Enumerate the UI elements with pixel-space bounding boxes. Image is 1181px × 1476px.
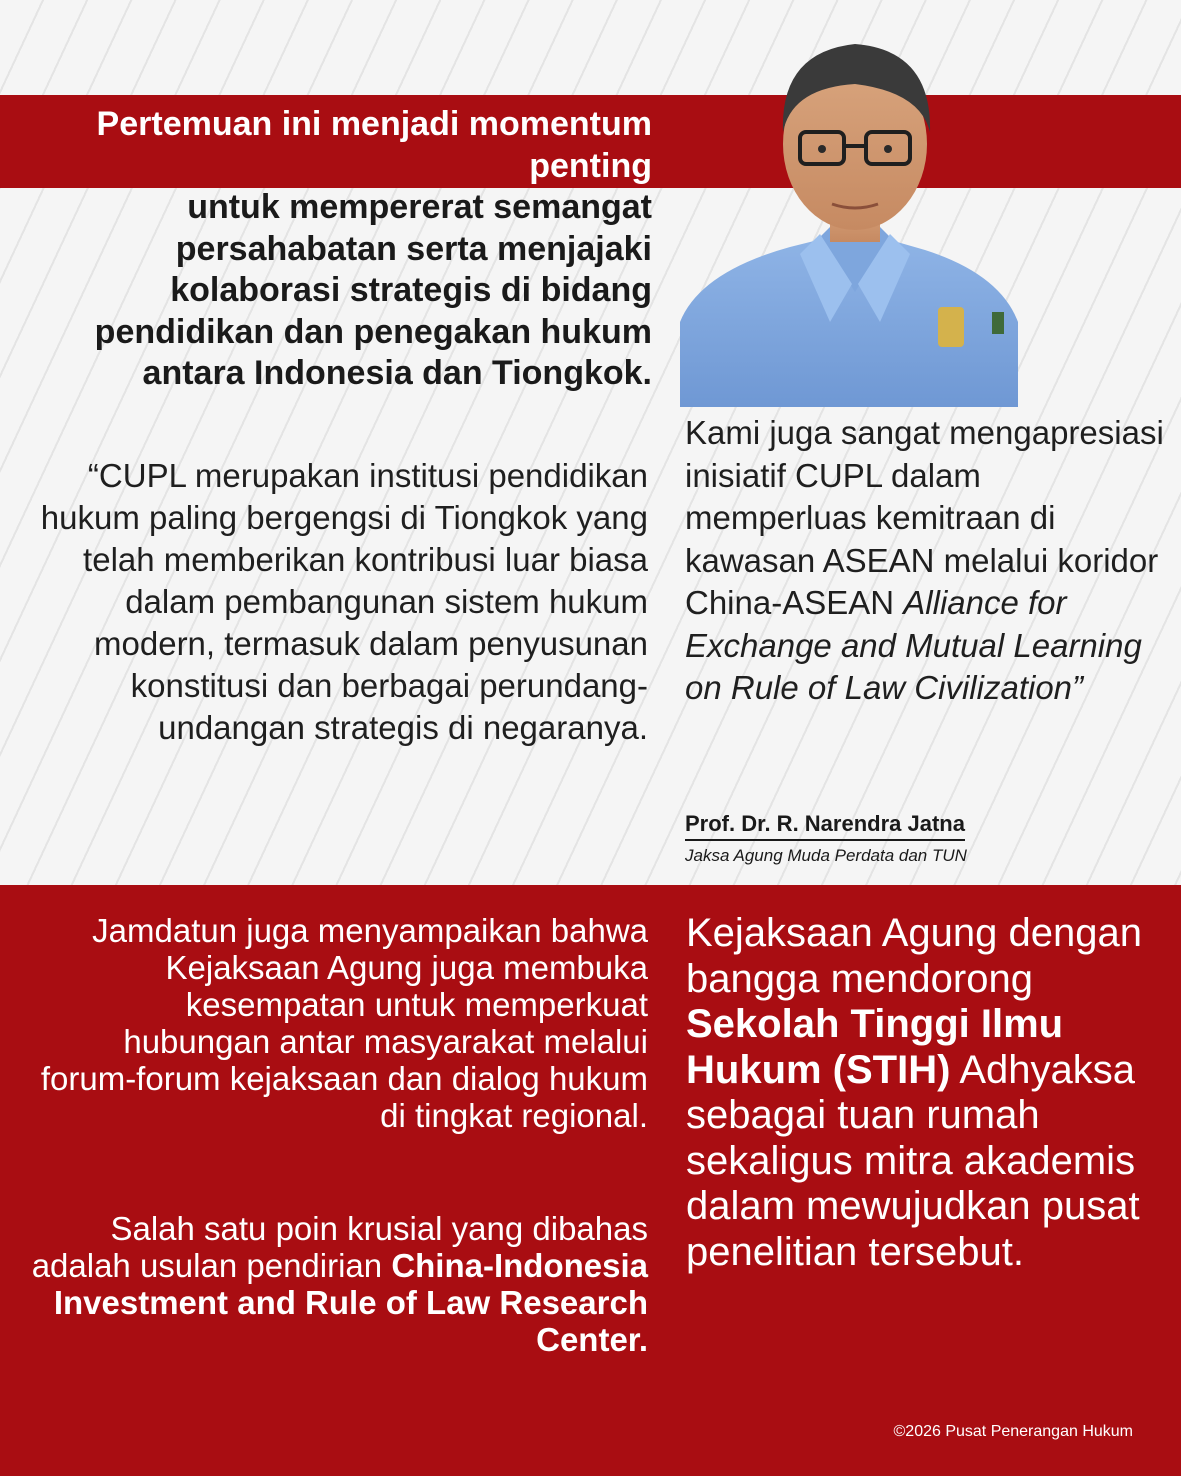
quote-right [685,412,1165,710]
bottom-right-after: Adhyaksa sebagai tuan rumah sekaligus mitra akademis dalam mewujudkan pusat penelitian tersebut. [686,1047,1140,1274]
copyright-notice: ©2026 Pusat Penerangan Hukum [893,1423,1133,1440]
bottom-right-paragraph [686,911,1146,1275]
speaker-name: Prof. Dr. R. Narendra Jatna [685,811,965,841]
headline-highlight: Pertemuan ini menjadi momentum penting [96,105,652,185]
portrait-illustration [680,22,1018,407]
bottom-left-paragraph-2-intro: Salah satu poin krusial yang dibahas adalah usulan pendirian [31,1210,648,1284]
bottom-left-paragraph-2-bold: China-Indonesia Investment and Rule of Law Research Center. [53,1247,648,1358]
quote-right-italic: Alliance for Exchange and Mutual Learning on Rule of Law Civilization” [685,584,1142,706]
quote-left: “CUPL merupakan institusi pendidikan hukum paling bergengsi di Tiongkok yang telah memberikan kontribusi luar biasa dalam pembangunan sistem hukum modern, termasuk dalam penyusunan konstitusi dan berbagai perundang-undangan strategis di negaranya. [40,457,648,746]
headline [40,104,652,395]
speaker-portrait [680,22,1018,407]
speaker-title: Jaksa Agung Muda Perdata dan TUN [685,846,967,865]
bottom-left-paragraph-1: Jamdatun juga menyampaikan bahwa Kejaksaan Agung juga membuka kesempatan untuk memperkuat hubungan antar masyarakat melalui forum-forum kejaksaan dan dialog hukum di tingkat regional. [40,912,648,1134]
bottom-right-before: Kejaksaan Agung dengan bangga mendorong [686,911,1142,1001]
bottom-left-paragraph-2 [30,1210,648,1358]
bottom-right-bold: Sekolah Tinggi Ilmu Hukum (STIH) [686,1002,1064,1092]
headline-rest: untuk mempererat semangat persahabatan serta menjajaki kolaborasi strategis di bidang pendidikan dan penegakan hukum antara Indonesia dan Tiongkok. [94,188,652,392]
quote-right-text: Kami juga sangat mengapresiasi inisiatif CUPL dalam memperluas kemitraan di kawasan ASEAN melalui koridor China-ASEAN [685,414,1164,621]
